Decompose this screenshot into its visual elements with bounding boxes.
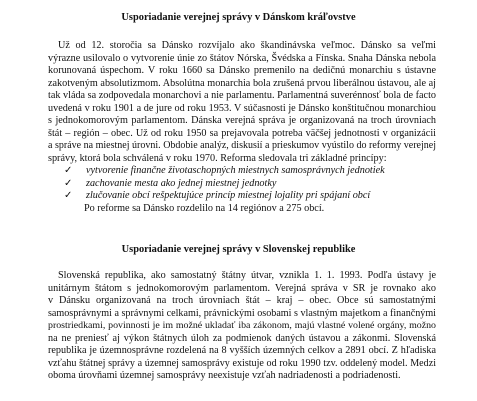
checkmark-icon: ✓ [64,165,73,176]
section-2-line: republika je územnosprávne rozdelená na 8 vyšších územných celkov a 2891 obcí. Z hľadiska [48,345,436,356]
section-1-line: korunovaná úspechom. V roku 1660 sa Dánsko premenilo na dedičnú monarchiu s ústavne [48,65,436,76]
section-1-line: a správe na miestnej úrovni. Obdobie analýz, diskusií a prieskumov vyústilo do reformy verejnej [48,140,436,151]
principle-text: vytvorenie finančne životaschopných miestnych samosprávnych jednotiek [86,165,385,176]
section-2-title: Usporiadanie verejnej správy v Slovenskej republike [121,244,356,255]
section-1-line: štát – región – obec. Už od roku 1950 sa prejavovala potreba väčšej jednotnosti v organizácii [48,127,436,139]
section-2-line: na ne preniesť aj výkon štátnych úloh za podmienok daných ústavou a zákonmi. Slovenská [48,332,436,344]
section-2-line: v Dánsku organizovaná na troch úrovniach štát – kraj – obec. Obce sú samostatnými [48,295,436,306]
section-1-line: výrazne usilovalo o vytvorenie únie zo štátov Nórska, Švédska a Fínska. Snaha Dánska nebola [48,52,436,64]
principle-text: zachovanie mesta ako jednej miestnej jednotky [86,177,277,189]
section-2-line: prostriedkami, povinnosti je im možné ukladať iba zákonom, majú vlastné volené orgány, možno [48,320,436,331]
section-1-line: zakotveným absolutizmom. Absolútna monarchia bola zrušená prvou liberálnou ústavou, ale aj [48,77,436,89]
section-2-line: Slovenská republika, ako samostatný štátny útvar, vznikla 1. 1. 1993. Podľa ústavy je [58,270,436,281]
checkmark-icon: ✓ [64,190,73,201]
section-1-line: s jednokomorovým parlamentom. Dánska verejná správa je organizovaná na troch úrovniach [48,115,436,126]
section-1-title: Usporiadanie verejnej správy v Dánskom kráľovstve [121,12,356,23]
section-2-line: vzťahu štátnej správy a územnej samosprávy existuje od roku 1990 tzv. oddelený model. Medzi [48,357,436,369]
section-2-line: samosprávnymi a správnymi celkami, právnickými osobami s vlastným majetkom a finančnými [48,307,436,319]
section-2-line: unitárnym štátom s jednokomorovým parlamentom. Verejná správa v SR je rovnako ako [48,282,436,294]
section-1-line: Už od 12. storočia sa Dánsko rozvíjalo ako škandinávska veľmoc. Dánsko sa veľmi [58,40,436,51]
section-1-line: tak vláda sa zodpovedala monarchovi a nie parlamentu. Parlamentná suverénnosť bola de facto [48,90,436,101]
section-1-line: správy, ktorá bola schválená v roku 1970. Reforma sledovala tri základné princípy: [48,152,387,164]
principle-text: zlučovanie obcí rešpektujúce princíp miestnej lojality pri spájaní obcí [86,190,371,201]
section-1-line: uvedená v roku 1901 a de jure od roku 1953. V súčasnosti je Dánsko konštitučnou monarchiou [48,102,436,114]
section-1-closing: Po reforme sa Dánsko rozdelilo na 14 regiónov a 275 obcí. [84,203,325,214]
section-2-line: oboma úrovňami územnej samosprávy neexistuje vzťah nadriadenosti a podriadenosti. [48,370,401,381]
checkmark-icon: ✓ [64,177,73,189]
